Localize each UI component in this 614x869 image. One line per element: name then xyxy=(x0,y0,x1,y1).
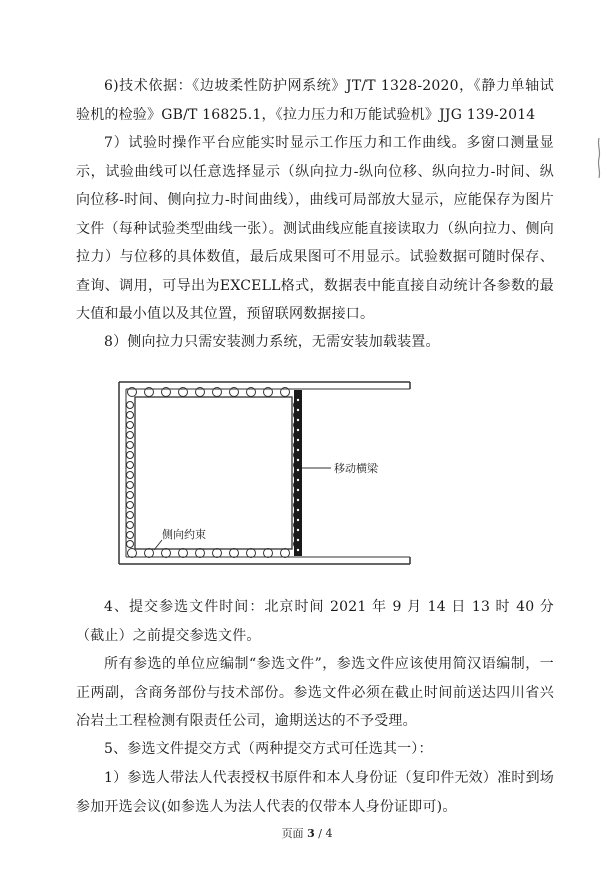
footer-prefix: 页面 xyxy=(281,827,304,840)
bottom-constraint-circles xyxy=(128,549,290,558)
paragraph-submission-method-1: 1）参选人带法人代表授权书原件和本人身份证（复印件无效）准时到场参加开选会议(如参选人为法人代表的仅带本人身份证即可)。 xyxy=(76,770,554,815)
paragraph-submission-requirements: 所有参选的单位应编制“参选文件”，参选文件应该使用简汉语编制，一正两副，含商务部份与技术部份。参选文件必须在截止时间前送达四川省兴冶岩土工程检测有限责任公司，逾期送达的不予受理。 xyxy=(76,656,554,729)
footer-current-page: 3 xyxy=(307,827,315,840)
lateral-constraint-label: 侧向约束 xyxy=(162,528,206,541)
test-frame-diagram xyxy=(118,378,416,568)
moving-beam-label: 移动横梁 xyxy=(334,462,378,475)
left-constraint-circles xyxy=(127,402,134,548)
paragraph-operation-platform: 7）试验时操作平台应能实时显示工作压力和工作曲线。多窗口测量显示，试验曲线可以任意选择显示（纵向拉力-纵向位移、纵向拉力-时间、纵向位移-时间、侧向拉力-时间曲线），曲线可局部放大显示，应能保存为图片文件（每种试验类型曲线一张）。测试曲线应能直接读取力（纵向拉力、侧向拉力）与位移的具体数值，最后成果图可不用显示。试验数据可随时保存、查询、调用，可导出为EXCELL格式，数据表中能直接自动统计各参数的最大值和最小值以及其位置，预留联网数据接口。 xyxy=(76,135,554,322)
page-footer xyxy=(0,825,614,841)
section-4-submission-time: 4、提交参选文件时间：北京时间 2021 年 9 月 14 日 13 时 40 分（截止）之前提交参选文件。 xyxy=(76,599,554,644)
paragraph-technical-basis: 6)技术依据：《边坡柔性防护网系统》JT/T 1328-2020，《静力单轴试验机的检验》GB/T 16825.1，《拉力压力和万能试验机》JJG 139-2014 xyxy=(76,78,554,123)
section-5-submission-method: 5、参选文件提交方式（两种提交方式可任选其一）： xyxy=(104,741,433,757)
paragraph-lateral-force: 8）侧向拉力只需安装测力系统，无需安装加载装置。 xyxy=(104,334,440,350)
footer-total-pages: 4 xyxy=(325,827,333,840)
footer-separator: / xyxy=(318,827,322,840)
binding-mark xyxy=(596,138,602,178)
